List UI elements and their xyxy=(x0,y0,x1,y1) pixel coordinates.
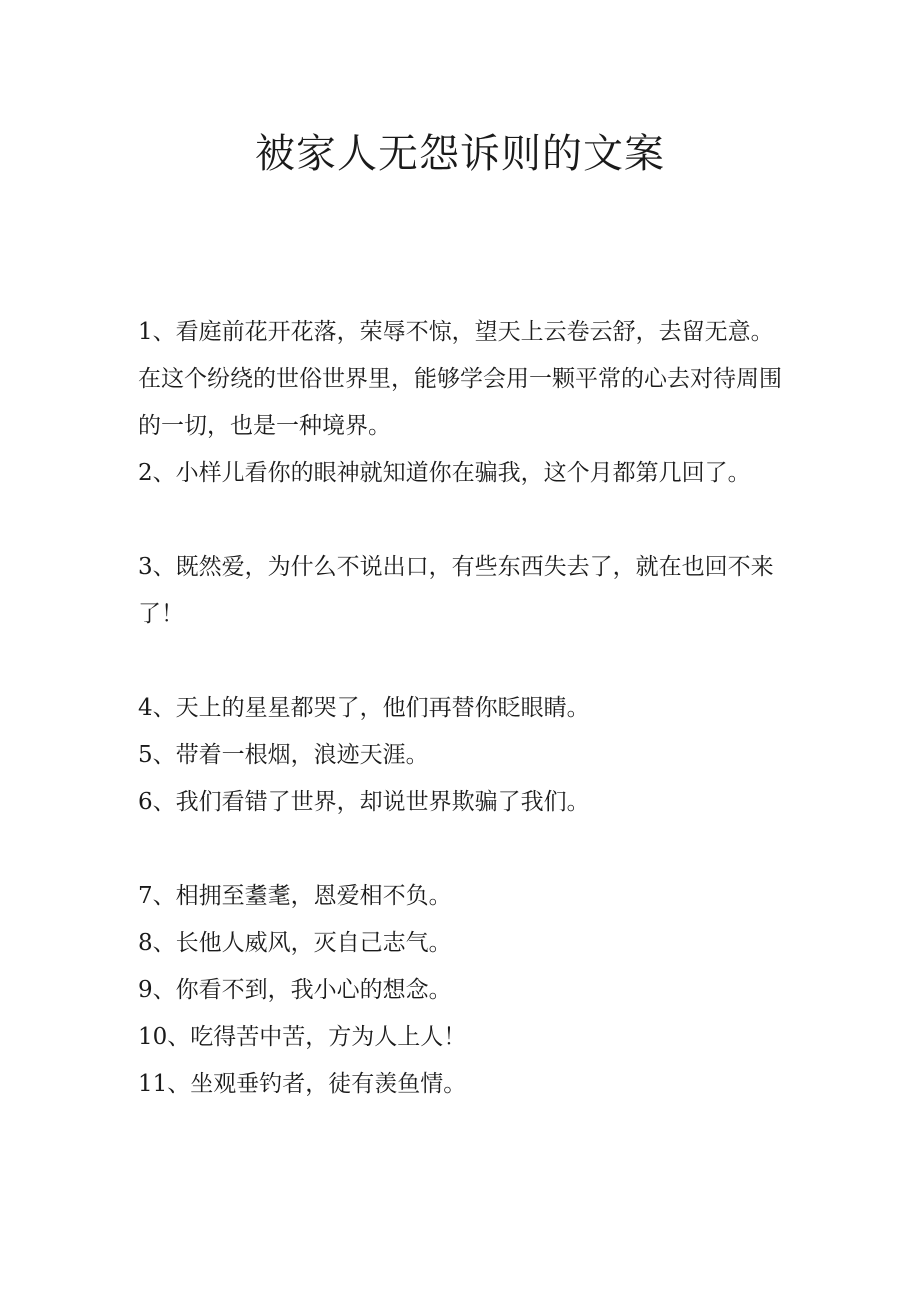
list-item: 10、吃得苦中苦，方为人上人！ xyxy=(138,1024,467,1050)
list-item: 3、既然爱，为什么不说出口，有些东西失去了，就在也回不来了！ xyxy=(138,554,774,627)
paragraph-gap xyxy=(138,497,788,544)
list-item: 5、带着一根烟，浪迹天涯。 xyxy=(138,742,429,768)
list-item: 7、相拥至耋耄，恩爱相不负。 xyxy=(138,883,452,909)
list-item: 11、坐观垂钓者，徒有羡鱼情。 xyxy=(138,1071,467,1097)
list-item: 4、天上的星星都哭了，他们再替你眨眼睛。 xyxy=(138,695,590,721)
list-item: 8、长他人威风，灭自己志气。 xyxy=(138,930,452,956)
paragraph-gap xyxy=(138,638,788,685)
list-item: 2、小样儿看你的眼神就知道你在骗我，这个月都第几回了。 xyxy=(138,460,751,486)
list-item: 6、我们看错了世界，却说世界欺骗了我们。 xyxy=(138,789,590,815)
document-title: 被家人无怨诉则的文案 xyxy=(255,131,665,177)
document-body xyxy=(138,309,788,1108)
list-item: 1、看庭前花开花落，荣辱不惊，望天上云卷云舒，去留无意。在这个纷绕的世俗世界里，能够学会用一颗平常的心去对待周围的一切，也是一种境界。 xyxy=(138,319,782,439)
list-item: 9、你看不到，我小心的想念。 xyxy=(138,977,452,1003)
paragraph-gap xyxy=(138,826,788,873)
